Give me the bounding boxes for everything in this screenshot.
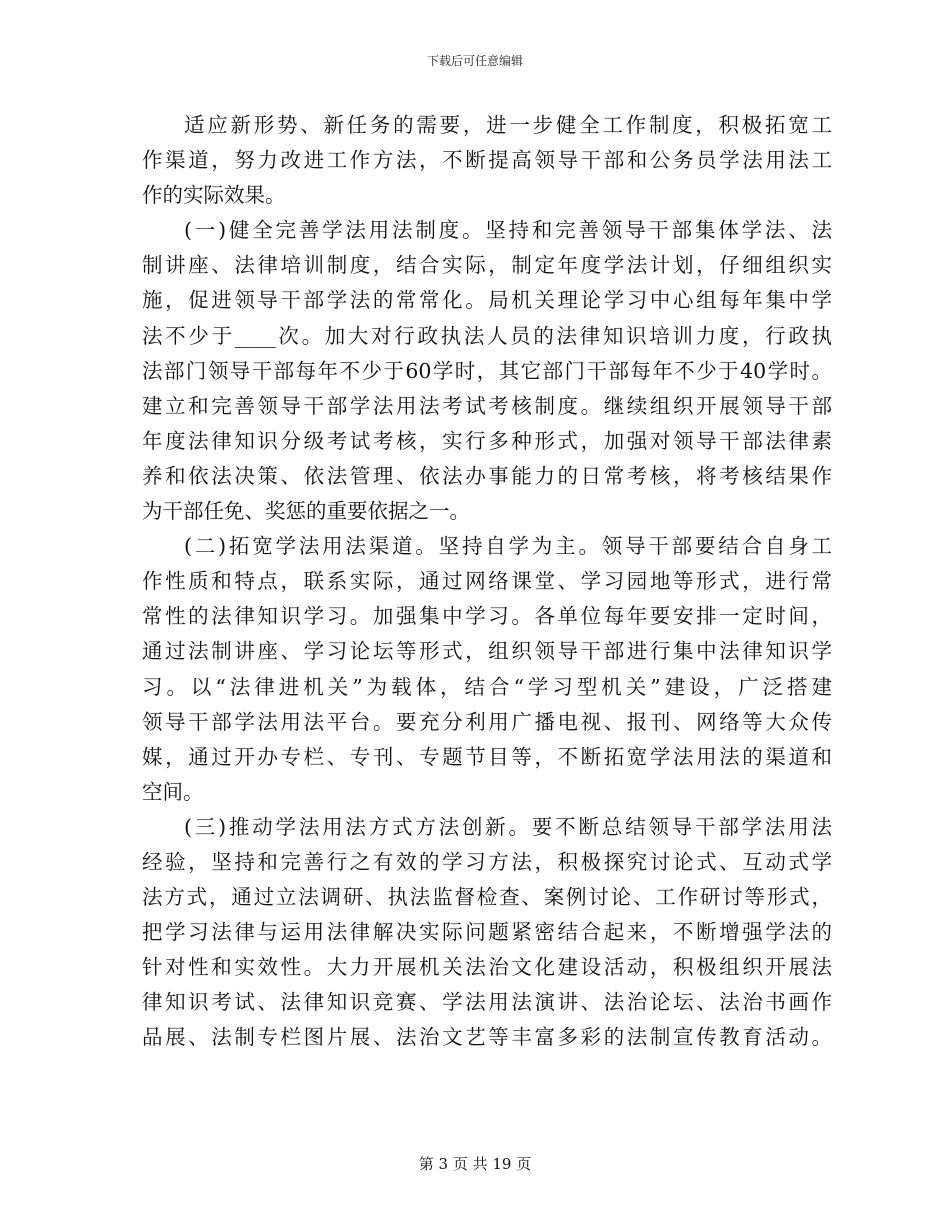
- page-number: 第 3 页 共 19 页: [418, 1155, 532, 1173]
- paragraph-line: 针对性和实效性。大力开展机关法治文化建设活动，积极组织开展法: [142, 955, 832, 980]
- paragraph-line: 制讲座、法律培训制度，结合实际，制定年度学法计划，仔细组织实: [142, 253, 832, 278]
- document-body: [142, 108, 832, 1056]
- paragraph-line: 领导干部学法用法平台。要充分利用广播电视、报刊、网络等大众传: [142, 709, 832, 734]
- paragraph-line: 建立和完善领导干部学法用法考试考核制度。继续组织开展领导干部: [142, 393, 832, 418]
- paragraph-line: 媒，通过开办专栏、专刊、专题节目等，不断拓宽学法用法的渠道和: [142, 744, 832, 769]
- paragraph-line: 经验，坚持和完善行之有效的学习方法，积极探究讨论式、互动式学: [142, 849, 832, 874]
- paragraph-line: 作的实际效果。: [142, 183, 286, 208]
- paragraph-line: 习。以“法律进机关”为载体，结合“学习型机关”建设，广泛搭建: [142, 674, 832, 699]
- paragraph-line: 年度法律知识分级考试考核，实行多种形式，加强对领导干部法律素: [142, 428, 832, 453]
- page-header: 下载后可任意编辑: [426, 54, 523, 68]
- paragraph-line: 作性质和特点，联系实际，通过网络课堂、学习园地等形式，进行常: [142, 569, 832, 594]
- paragraph-line: 法方式，通过立法调研、执法监督检查、案例讨论、工作研讨等形式，: [142, 885, 832, 910]
- paragraph-line: 适应新形势、新任务的需要，进一步健全工作制度，积极拓宽工: [184, 113, 832, 137]
- paragraph-line: (三)推动学法用法方式方法创新。要不断总结领导干部学法用法: [184, 814, 832, 839]
- paragraph-line: 常性的法律知识学习。加强集中学习。各单位每年要安排一定时间，: [142, 604, 832, 629]
- paragraph-line: 法部门领导干部每年不少于60学时，其它部门干部每年不少于40学时。: [142, 358, 832, 383]
- paragraph-line: 为干部任免、奖惩的重要依据之一。: [142, 499, 470, 524]
- paragraph-line: 法不少于____次。加大对行政执法人员的法律知识培训力度，行政执: [142, 323, 832, 348]
- paragraph-line: 通过法制讲座、学习论坛等形式，组织领导干部进行集中法律知识学: [142, 639, 832, 664]
- paragraph-line: 把学习法律与运用法律解决实际问题紧密结合起来，不断增强学法的: [142, 920, 832, 945]
- paragraph-line: 养和依法决策、依法管理、依法办事能力的日常考核，将考核结果作: [142, 463, 832, 488]
- paragraph-line: 作渠道，努力改进工作方法，不断提高领导干部和公务员学法用法工: [142, 148, 832, 173]
- paragraph-line: 律知识考试、法律知识竞赛、学法用法演讲、法治论坛、法治书画作: [142, 990, 832, 1015]
- paragraph-line: (二)拓宽学法用法渠道。坚持自学为主。领导干部要结合自身工: [184, 534, 832, 559]
- paragraph-line: 空间。: [142, 779, 204, 804]
- paragraph-line: 品展、法制专栏图片展、法治文艺等丰富多彩的法制宣传教育活动。: [142, 1025, 832, 1050]
- paragraph-line: (一)健全完善学法用法制度。坚持和完善领导干部集体学法、法: [184, 218, 832, 243]
- paragraph-line: 施，促进领导干部学法的常常化。局机关理论学习中心组每年集中学: [142, 288, 832, 313]
